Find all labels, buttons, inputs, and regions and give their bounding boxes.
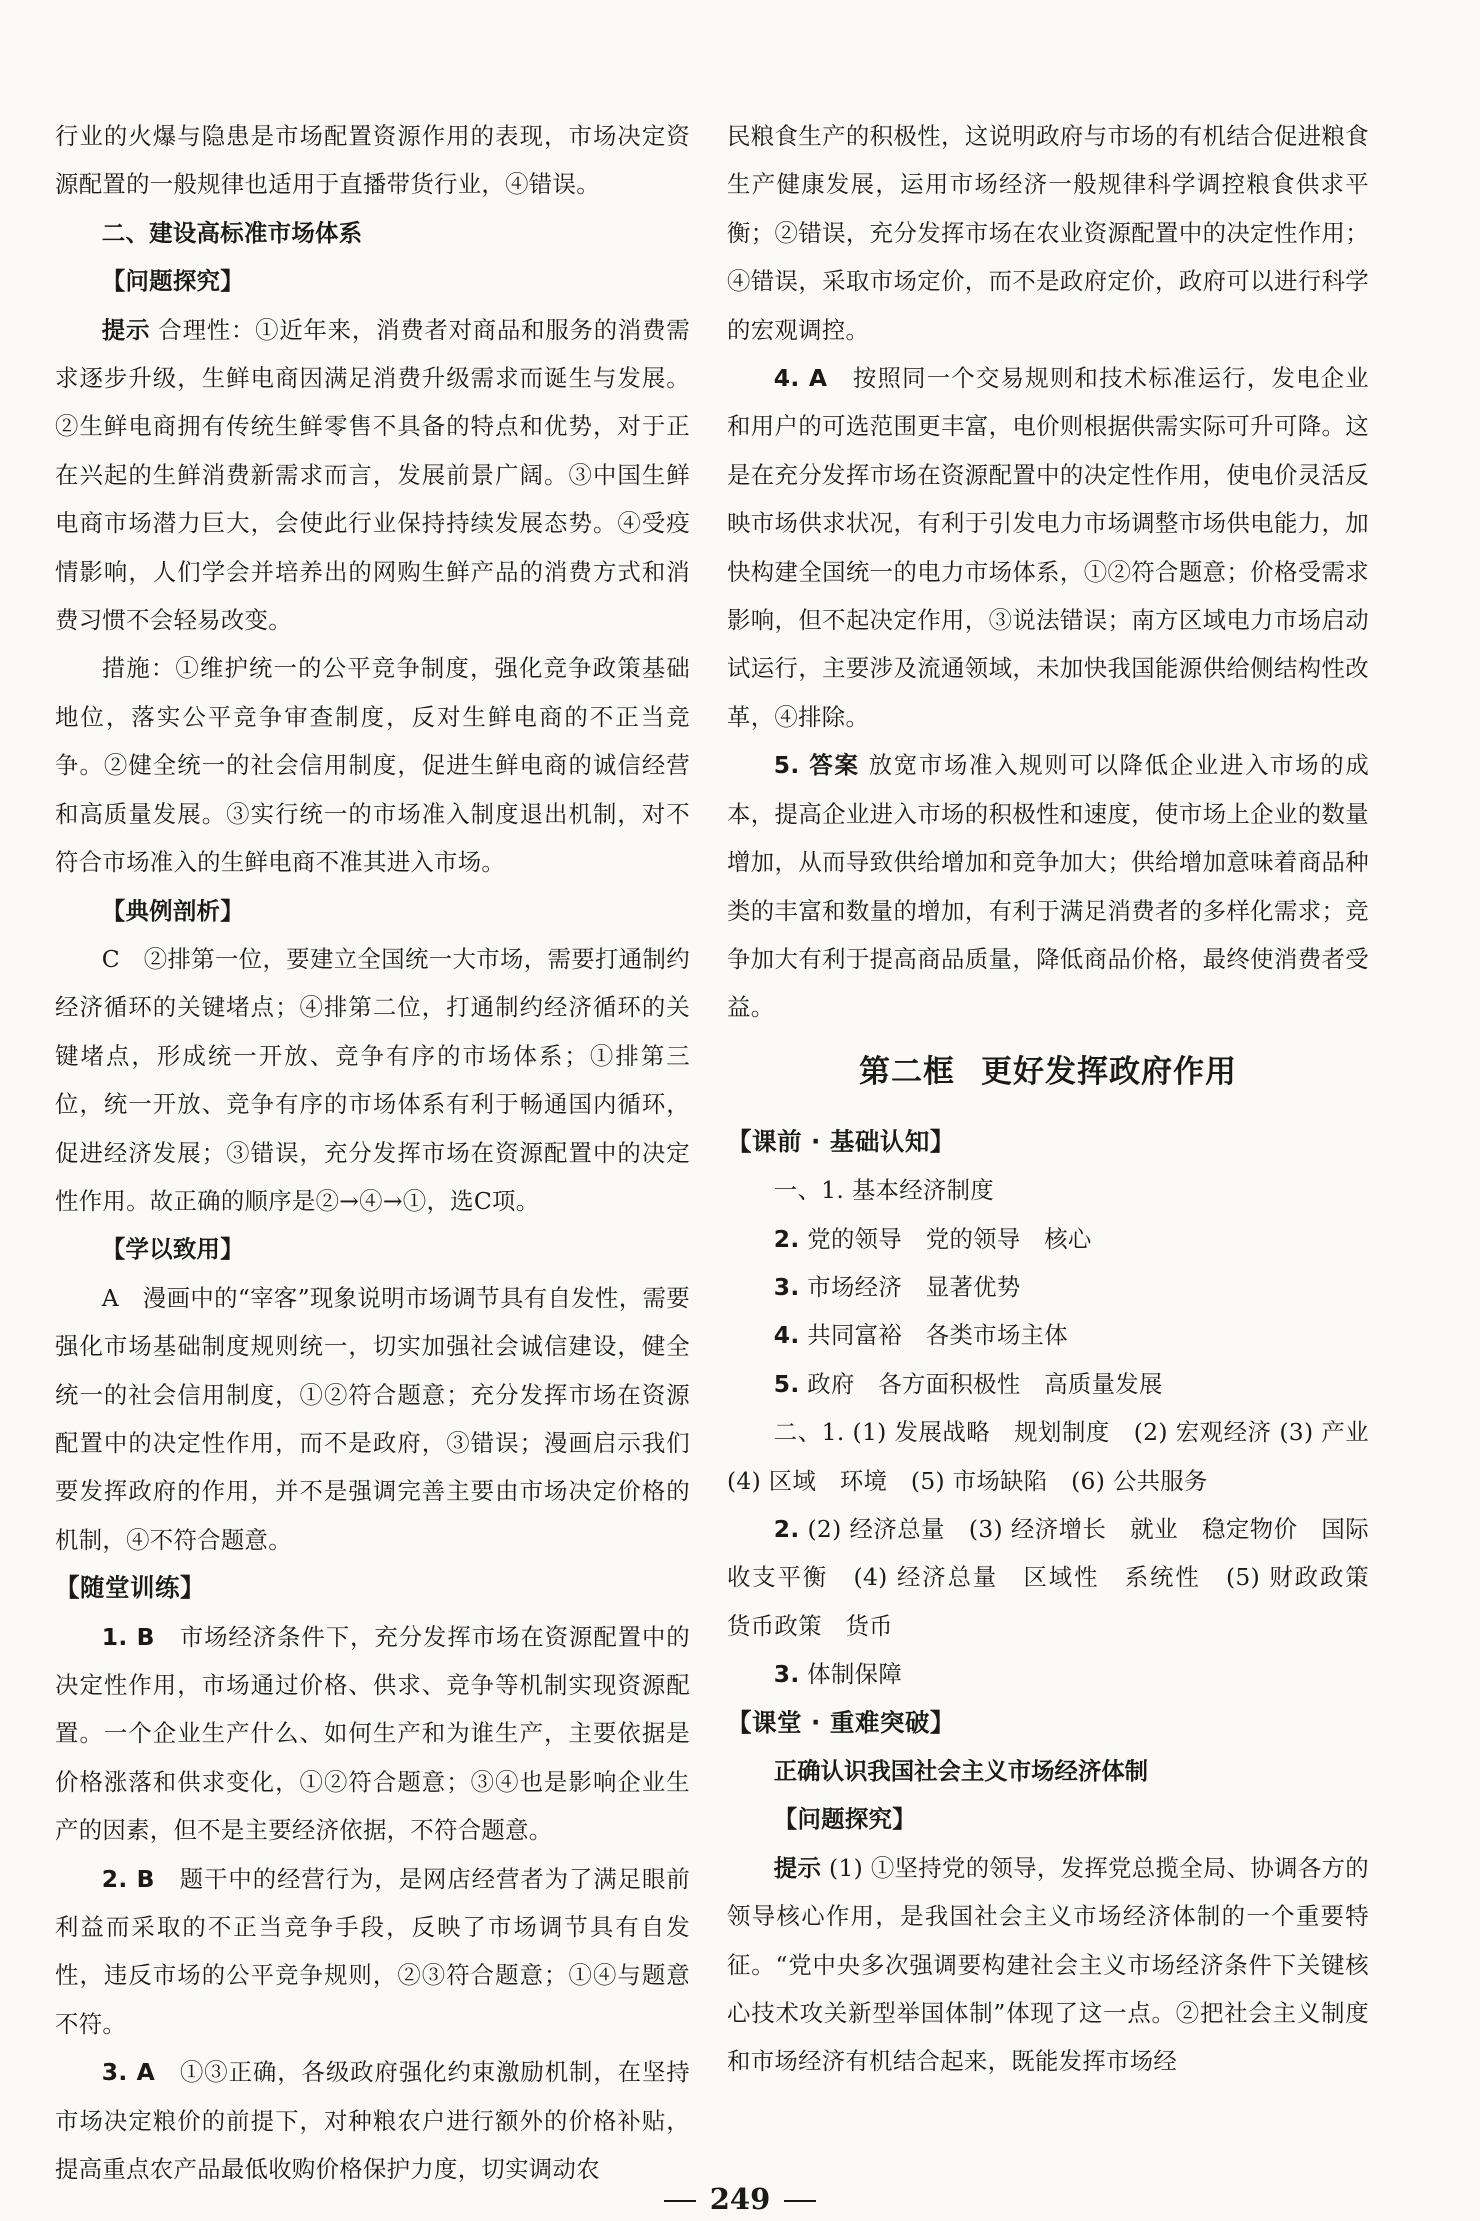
tag-typical-example: 【典例剖析】	[101, 896, 244, 925]
page-number-dash-left	[664, 2200, 696, 2202]
answer-2	[55, 1855, 690, 2049]
basic-item-5-num: 5.	[773, 1369, 800, 1398]
answer-4-label: 4. A	[773, 364, 828, 393]
answer-5-text: 放宽市场准入规则可以降低企业进入市场的成本，提高企业进入市场的积极性和速度，使市场上企业的数量增加，从而导致供给增加和竞争加大；供给增加意味着商品种类的丰富和数量的增加，有利于满足消费者的多样化需求；竞争加大有利于提高商品质量，降低商品价格，最终使消费者受益。	[727, 751, 1370, 1022]
page-number-dash-right	[784, 2200, 816, 2202]
left-column	[55, 112, 690, 2193]
apply-learning-paragraph: A 漫画中的“宰客”现象说明市场调节具有自发性，需要强化市场基础制度规则统一，切实加强社会诚信建设，健全统一的社会信用制度，①②符合题意；充分发挥市场在资源配置中的决定性作用，而不是政府，③错误；漫画启示我们要发挥政府的作用，并不是强调完善主要由市场决定价格的机制，④不符合题意。	[55, 1283, 690, 1554]
basic-item-1: 一、1. 基本经济制度	[773, 1176, 994, 1205]
section-in-class: 【课堂 · 重难突破】	[727, 1707, 955, 1737]
answer-2-text: 题干中的经营行为，是网店经营者为了满足眼前利益而采取的不正当竞争手段，反映了市场调节具有自发性，违反市场的公平竞争规则，②③符合题意；①④与题意不符。	[55, 1864, 690, 2038]
basic-item-2	[727, 1215, 1369, 1263]
basic-item-5	[727, 1360, 1369, 1408]
answer-1-text: 市场经济条件下，充分发挥市场在资源配置中的决定性作用，市场通过价格、供求、竞争等机制实现资源配置。一个企业生产什么、如何生产和为谁生产，主要依据是价格涨落和供求变化，①②符合题意；③④也是影响企业生产的因素，但不是主要经济依据，不符合题意。	[55, 1622, 690, 1845]
basic-item-2-text: 党的领导 党的领导 核心	[799, 1224, 1092, 1253]
tag-apply-learning: 【学以致用】	[101, 1235, 244, 1264]
tag-problem-inquiry-2: 【问题探究】	[773, 1805, 916, 1834]
answer-3	[55, 2048, 690, 2193]
hint-label: 提示	[101, 315, 151, 344]
subsection-heading: 正确认识我国社会主义市场经济体制	[773, 1757, 1149, 1785]
left-paragraph-1: 行业的火爆与隐患是市场配置资源作用的表现，市场决定资源配置的一般规律也适用于直播带货行业，④错误。	[55, 122, 690, 199]
basic-item-b3-num: 3.	[773, 1660, 800, 1689]
hint-paragraph	[55, 306, 690, 645]
hint-paragraph-2	[727, 1844, 1369, 2086]
page-number-text: 249	[709, 2182, 771, 2216]
basic-item-b3	[727, 1650, 1369, 1698]
basic-item-4	[727, 1311, 1369, 1359]
basic-item-b2-num: 2.	[773, 1514, 800, 1543]
basic-item-4-num: 4.	[773, 1321, 800, 1350]
answer-2-label: 2. B	[101, 1864, 155, 1893]
basic-item-b2	[727, 1505, 1393, 1650]
tag-problem-inquiry: 【问题探究】	[101, 267, 244, 296]
answer-5-label: 5. 答案	[773, 751, 860, 780]
answer-3-text: ①③正确，各级政府强化约束激励机制，在坚持市场决定粮价的前提下，对种粮农户进行额外的价格补贴，提高重点农产品最低收购价格保护力度，切实调动农	[55, 2058, 690, 2184]
measures-paragraph: 措施：①维护统一的公平竞争制度，强化竞争政策基础地位，落实公平竞争审查制度，反对生鲜电商的不正当竞争。②健全统一的社会信用制度，促进生鲜电商的诚信经营和高质量发展。③实行统一的市场准入制度退出机制，对不符合市场准入的生鲜电商不准其进入市场。	[55, 654, 690, 877]
typical-example-paragraph: C ②排第一位，要建立全国统一大市场，需要打通制约经济循环的关键堵点；④排第二位，打通制约经济循环的关键堵点，形成统一开放、竞争有序的市场体系；①排第三位，统一开放、竞争有序的市场体系有利于畅通国内循环，促进经济发展；③错误，充分发挥市场在资源配置中的决定性作用。故正确的顺序是②→④→①，选C项。	[55, 944, 690, 1215]
answer-3-label: 3. A	[101, 2058, 156, 2087]
right-column	[727, 112, 1393, 2086]
section-class-practice: 【随堂训练】	[55, 1573, 205, 1603]
answer-1	[55, 1613, 690, 1855]
basic-item-4-text: 共同富裕 各类市场主体	[799, 1321, 1068, 1350]
answer-1-label: 1. B	[101, 1622, 155, 1651]
answer-4-text: 按照同一个交易规则和技术标准运行，发电企业和用户的可选范围更丰富，电价则根据供需实际可升可降。这是在充分发挥市场在资源配置中的决定性作用，使电价灵活反映市场供求状况，有利于引发电力市场调整市场供电能力，加快构建全国统一的电力市场体系，①②符合题意；价格受需求影响，但不起决定作用，③说法错误；南方区域电力市场启动试运行，主要涉及流通领域，未加快我国能源供给侧结构性改革，④排除。	[727, 364, 1369, 731]
basic-item-5-text: 政府 各方面积极性 高质量发展	[799, 1369, 1163, 1398]
section-before-class: 【课前 · 基础认知】	[727, 1126, 955, 1156]
hint-text-2: (1) ①坚持党的领导，发挥党总揽全局、协调各方的领导核心作用，是我国社会主义市场经济体制的一个重要特征。“党中央多次强调要构建社会主义市场经济条件下关键核心技术攻关新型举国体制”体现了这一点。②把社会主义制度和市场经济有机结合起来，既能发挥市场经	[727, 1853, 1369, 2076]
section-heading-2: 二、建设高标准市场体系	[101, 218, 363, 247]
basic-item-b3-text: 体制保障	[799, 1660, 903, 1689]
page-number	[0, 2182, 1480, 2216]
frame-title	[727, 1048, 1369, 1096]
right-paragraph-1: 民粮食生产的积极性，这说明政府与市场的有机结合促进粮食生产健康发展，运用市场经济一般规律科学调控粮食供求平衡；②错误，充分发挥市场在农业资源配置中的决定性作用；④错误，采取市场定价，而不是政府定价，政府可以进行科学的宏观调控。	[727, 122, 1369, 344]
basic-item-b1: 二、1. (1) 发展战略 规划制度 (2) 宏观经济 (3) 产业 (4) 区域 环境 (5) 市场缺陷 (6) 公共服务	[727, 1418, 1393, 1495]
frame-title-text: 更好发挥政府作用	[981, 1053, 1237, 1090]
hint-label-2: 提示	[773, 1853, 822, 1882]
basic-item-3-num: 3.	[773, 1272, 800, 1301]
basic-item-2-num: 2.	[773, 1224, 800, 1253]
basic-item-3	[727, 1263, 1369, 1311]
basic-item-3-text: 市场经济 显著优势	[799, 1272, 1021, 1301]
answer-4	[727, 354, 1369, 741]
hint-text: 合理性：①近年来，消费者对商品和服务的消费需求逐步升级，生鲜电商因满足消费升级需求而诞生与发展。②生鲜电商拥有传统生鲜零售不具备的特点和优势，对于正在兴起的生鲜消费新需求而言，发展前景广阔。③中国生鲜电商市场潜力巨大，会使此行业保持持续发展态势。④受疫情影响，人们学会并培养出的网购生鲜产品的消费方式和消费习惯不会轻易改变。	[55, 315, 690, 635]
frame-title-number: 第二框	[859, 1053, 955, 1090]
basic-item-b2-text: (2) 经济总量 (3) 经济增长 就业 稳定物价 国际收支平衡 (4) 经济总量 区域性 系统性 (5) 财政政策 货币政策 货币	[727, 1514, 1393, 1640]
answer-5	[727, 741, 1369, 1031]
